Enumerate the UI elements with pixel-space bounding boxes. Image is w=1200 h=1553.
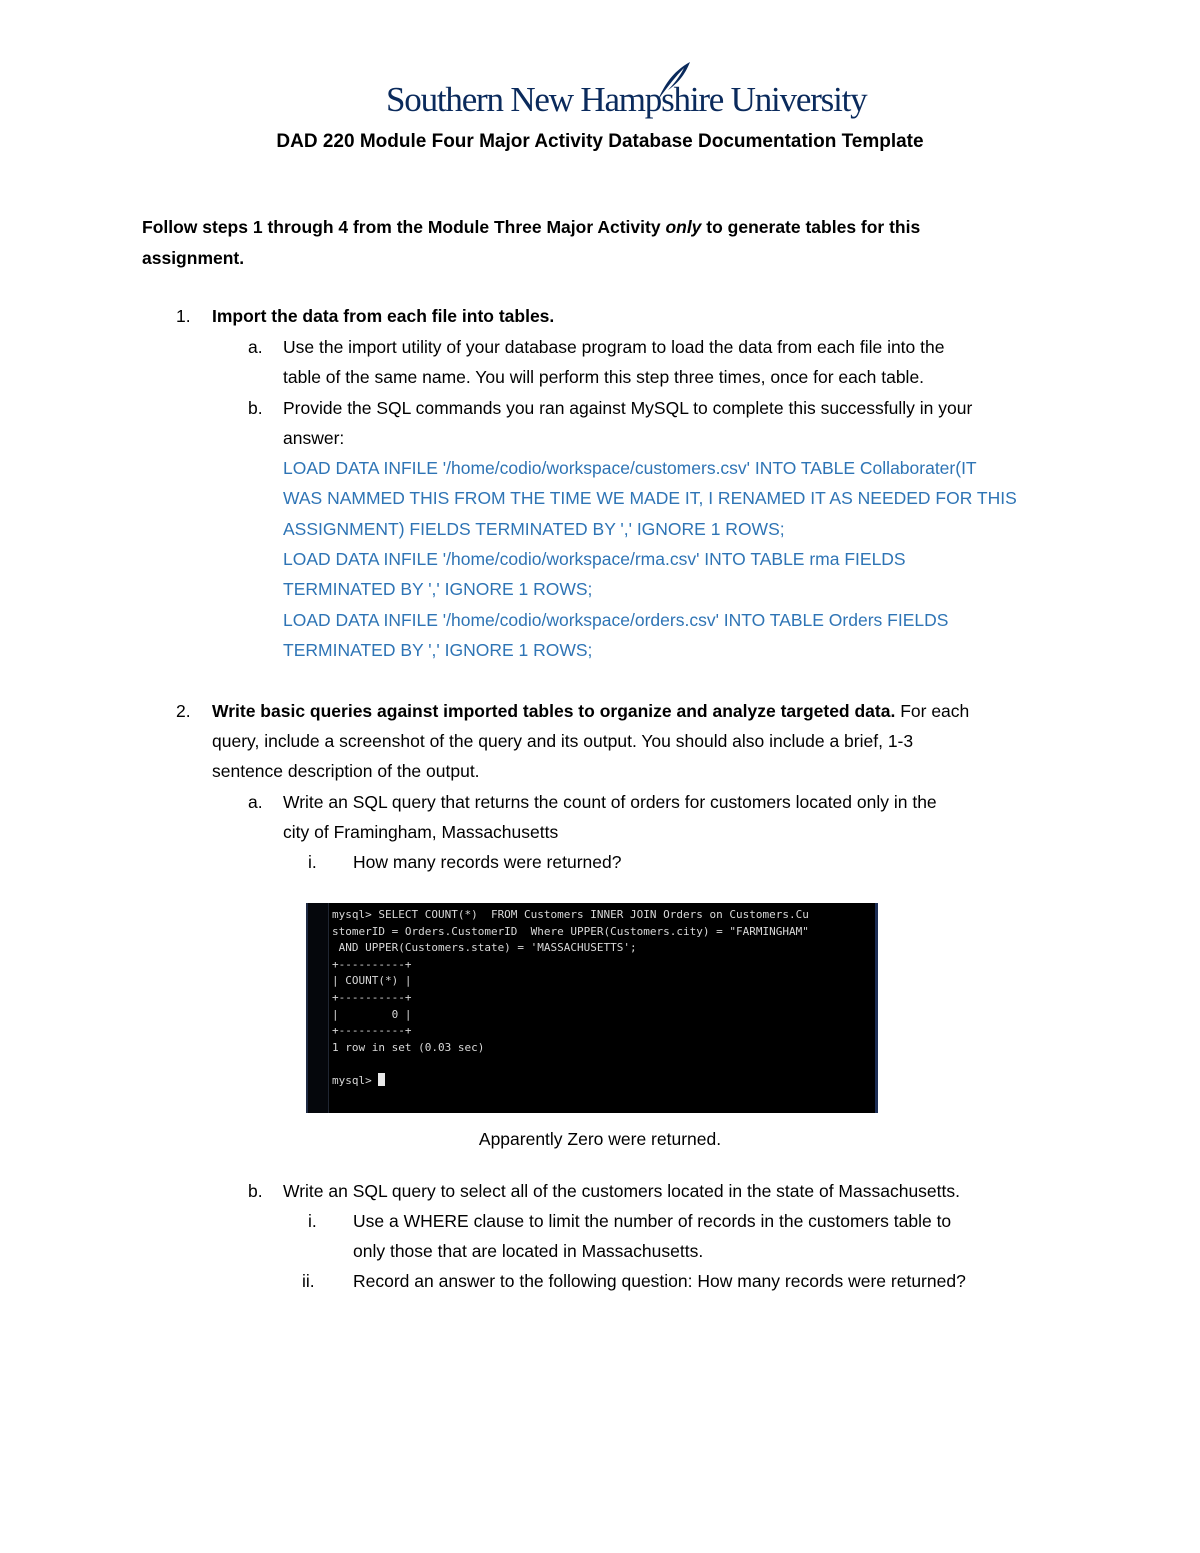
step-1b-line-2: answer: xyxy=(283,428,345,448)
step-2b-line-1: Write an SQL query to select all of the customers located in the state of Massachusetts. xyxy=(283,1181,960,1201)
answer-line: TERMINATED BY ',' IGNORE 1 ROWS; xyxy=(283,579,593,599)
step-2b-ii-text: Record an answer to the following question: How many records were returned? xyxy=(353,1271,966,1291)
step-1-number: 1. xyxy=(176,306,191,326)
logo-wordmark: Southern New Hampshire University xyxy=(386,80,867,119)
terminal-line: | 0 | xyxy=(332,1007,412,1021)
terminal-line: stomerID = Orders.CustomerID Where UPPER(Customers.city) = "FARMINGHAM" xyxy=(332,924,809,938)
step-2-number: 2. xyxy=(176,701,191,721)
step-2b-i-line-2: only those that are located in Massachusetts. xyxy=(353,1241,704,1261)
screenshot-caption: Apparently Zero were returned. xyxy=(478,1129,722,1149)
university-logo xyxy=(386,72,867,126)
intro-paragraph: Follow steps 1 through 4 from the Module Three Major Activity only to generate tables for this assignment. xyxy=(142,217,921,268)
step-2a-i-text: How many records were returned? xyxy=(353,852,622,872)
terminal-gutter xyxy=(308,903,329,1113)
step-2-line-1: Write basic queries against imported tables to organize and analyze targeted data. For each xyxy=(212,701,970,721)
step-2b-marker: b. xyxy=(248,1181,263,1201)
step-1b-line-1: Provide the SQL commands you ran against MySQL to complete this successfully in your xyxy=(283,398,973,418)
answer-line: WAS NAMMED THIS FROM THE TIME WE MADE IT, I RENAMED IT AS NEEDED FOR THIS xyxy=(283,488,1017,508)
terminal-line: mysql> xyxy=(332,1073,379,1087)
answer-line: TERMINATED BY ',' IGNORE 1 ROWS; xyxy=(283,640,593,660)
step-2b-i-marker: i. xyxy=(308,1211,317,1231)
step-1a-marker: a. xyxy=(248,337,263,357)
terminal-line: +----------+ xyxy=(332,1024,412,1038)
step-1a-line-1: Use the import utility of your database program to load the data from each file into the xyxy=(283,337,945,357)
step-1b-marker: b. xyxy=(248,398,263,418)
step-2b-i-line-1: Use a WHERE clause to limit the number of records in the customers table to xyxy=(353,1211,952,1231)
answer-line: ASSIGNMENT) FIELDS TERMINATED BY ',' IGNORE 1 ROWS; xyxy=(283,519,785,539)
answer-line: LOAD DATA INFILE '/home/codio/workspace/rma.csv' INTO TABLE rma FIELDS xyxy=(283,549,906,569)
answer-line: LOAD DATA INFILE '/home/codio/workspace/customers.csv' INTO TABLE Collaborater(IT xyxy=(283,458,977,478)
step-2a-marker: a. xyxy=(248,792,263,812)
cursor-block xyxy=(378,1073,385,1086)
step-1-heading: Import the data from each file into tables. xyxy=(212,306,555,326)
terminal-line: +----------+ xyxy=(332,990,412,1004)
terminal-line: AND UPPER(Customers.state) = 'MASSACHUSETTS'; xyxy=(332,941,637,955)
terminal-line: | COUNT(*) | xyxy=(332,974,412,988)
step-1a-line-2: table of the same name. You will perform this step three times, once for each table. xyxy=(283,367,925,387)
answer-line: LOAD DATA INFILE '/home/codio/workspace/orders.csv' INTO TABLE Orders FIELDS xyxy=(283,610,949,630)
step-2a-i-marker: i. xyxy=(308,852,317,872)
page-title: DAD 220 Module Four Major Activity Database Documentation Template xyxy=(276,131,924,152)
step-2b-ii-marker: ii. xyxy=(302,1271,315,1291)
terminal-line: +----------+ xyxy=(332,957,412,971)
terminal-line: 1 row in set (0.03 sec) xyxy=(332,1040,485,1054)
feather-icon xyxy=(654,60,694,104)
terminal-screenshot xyxy=(306,903,878,1113)
terminal-output xyxy=(332,907,809,1090)
step-2-line-3: sentence description of the output. xyxy=(212,761,480,781)
step-2a-line-2: city of Framingham, Massachusetts xyxy=(283,822,559,842)
step-2-line-2: query, include a screenshot of the query and its output. You should also include a brief, 1-3 xyxy=(212,731,914,751)
terminal-line: mysql> SELECT COUNT(*) FROM Customers INNER JOIN Orders on Customers.Cu xyxy=(332,908,809,921)
step-2a-line-1: Write an SQL query that returns the count of orders for customers located only in the xyxy=(283,792,937,812)
